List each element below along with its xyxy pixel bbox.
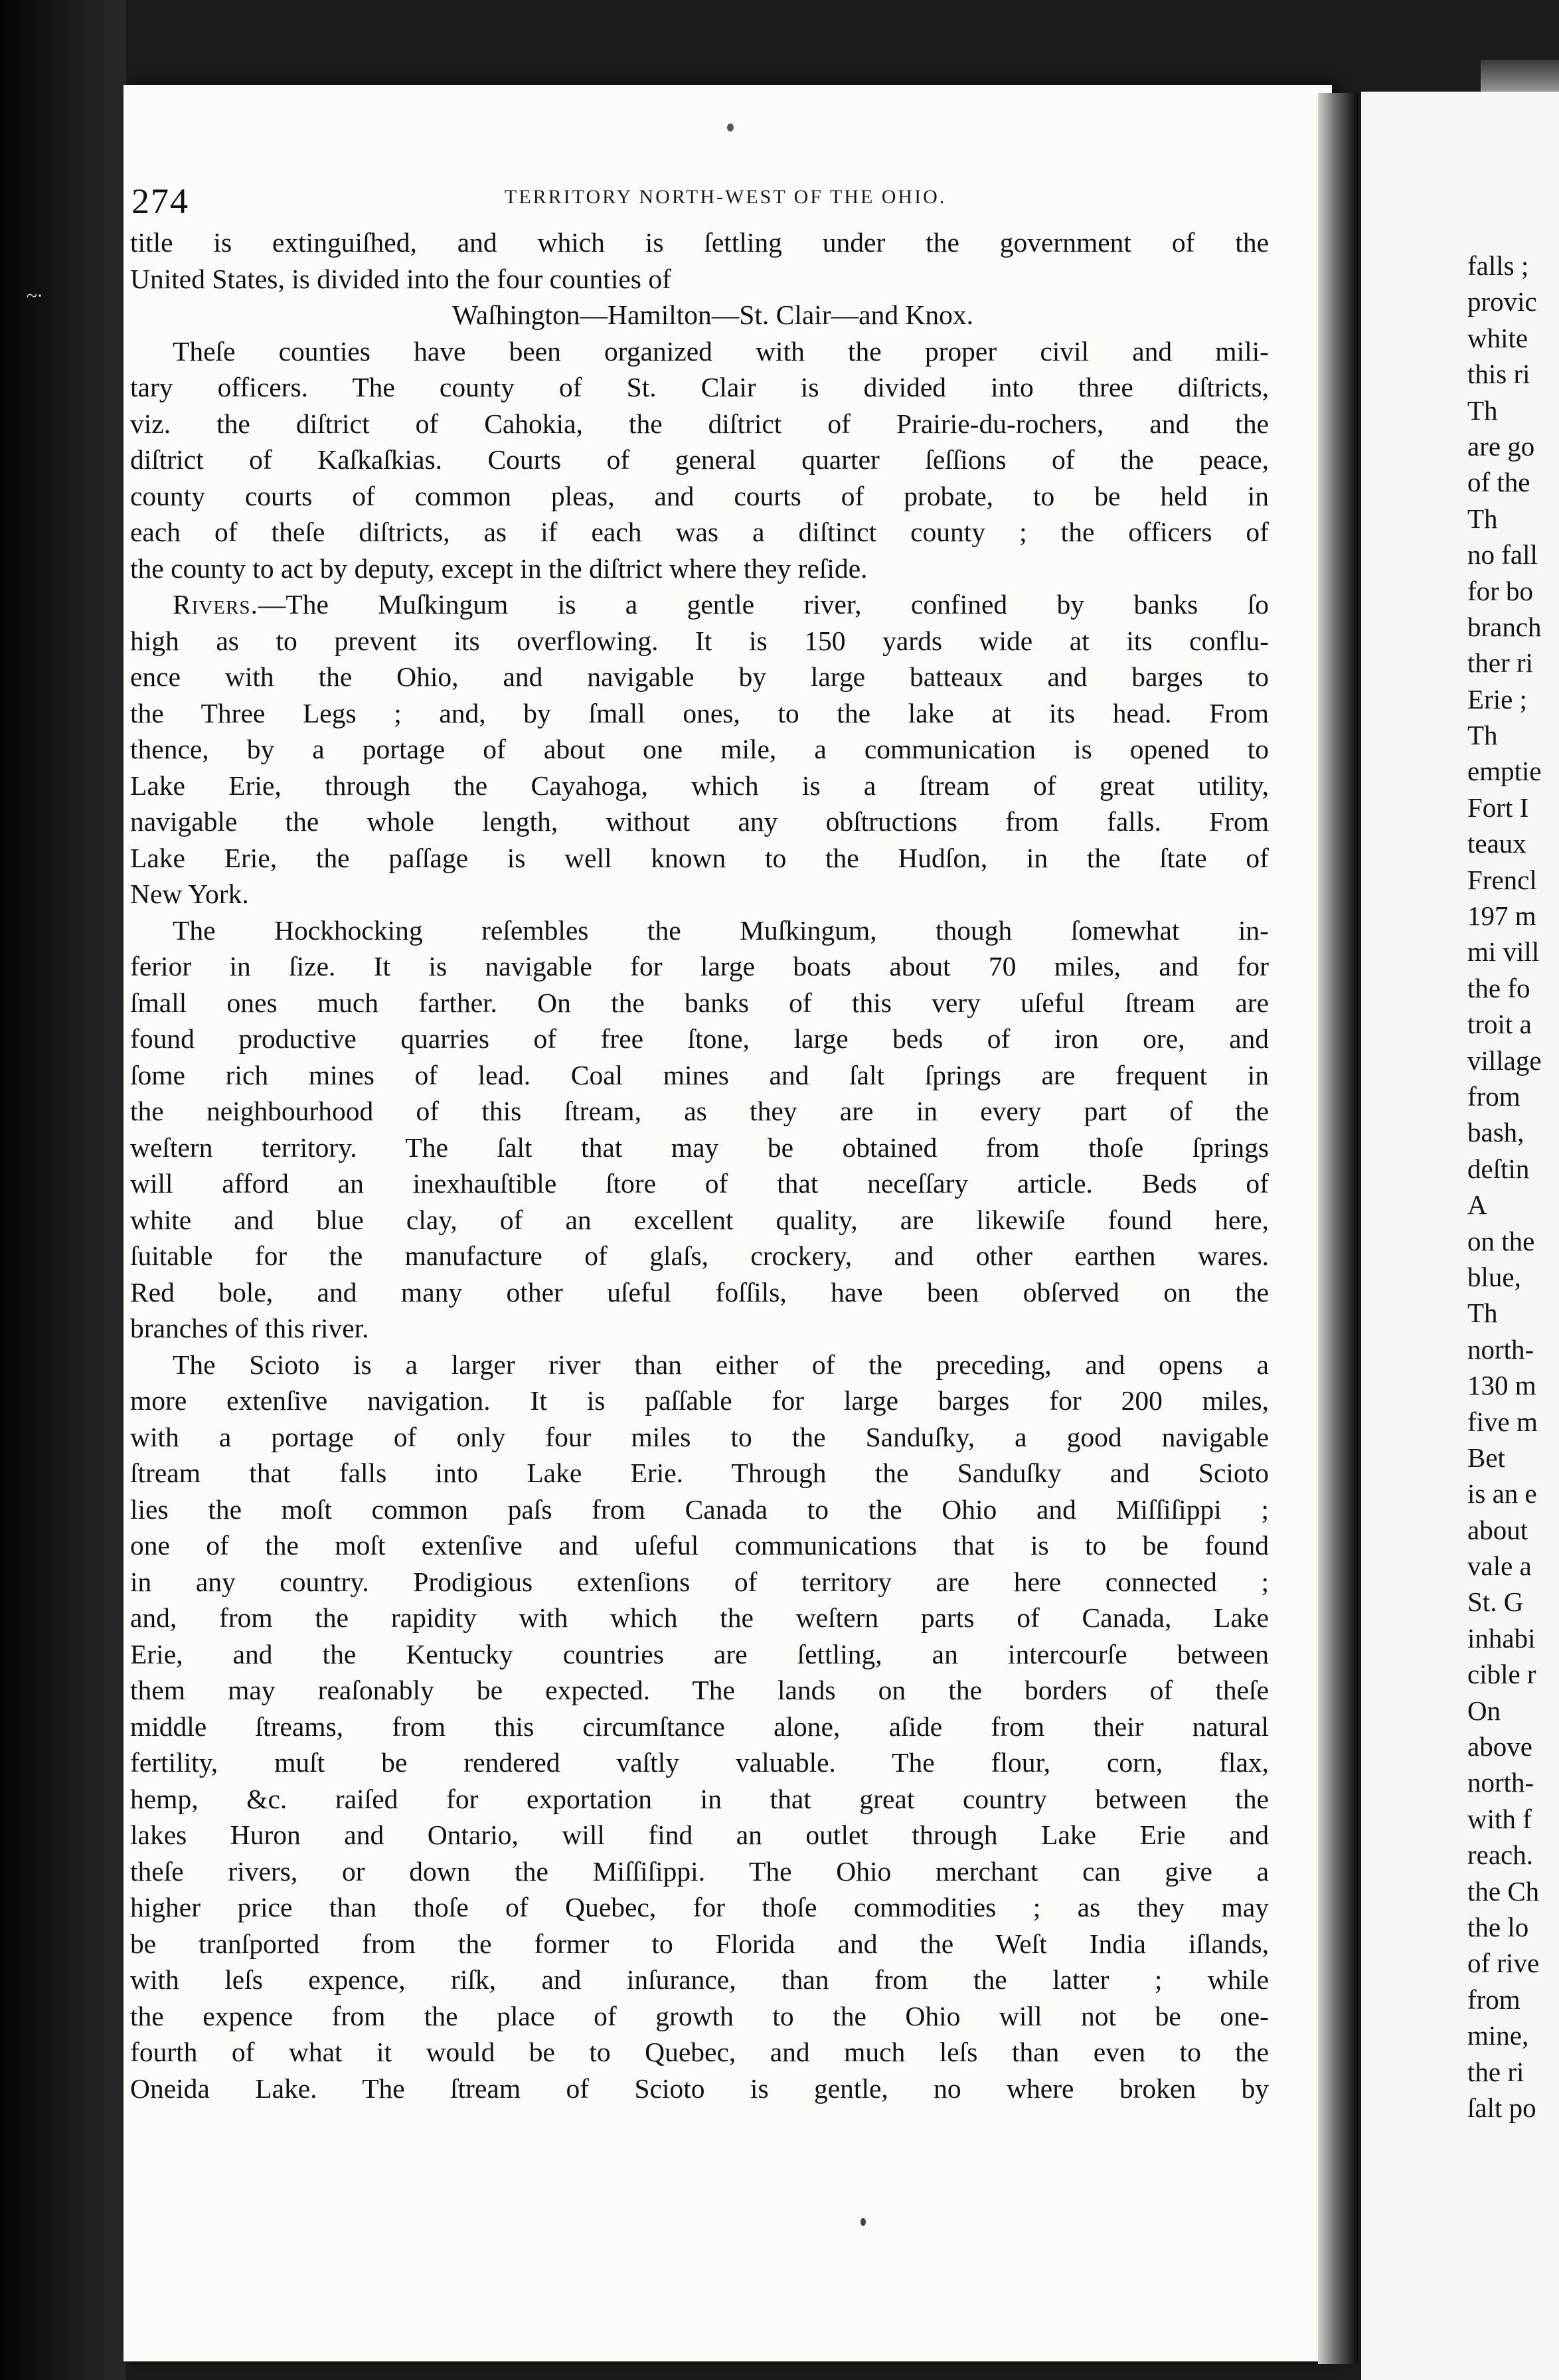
text-line: lies the moſt common paſs from Canada to the Ohio and Miſſiſippi ; [130,1493,1269,1525]
text-line: Red bole, and many other uſeful foſſils, have been obſerved on the [130,1276,1269,1308]
text-line: county courts of common pleas, and courts of probate, to be held in [130,480,1269,511]
text-line: weſtern territory. The ſalt that may be obtained from thoſe ſprings [130,1132,1269,1163]
text-line: New York. [130,879,249,909]
facing-line: Fort I [1467,792,1529,823]
facing-line: Bet [1467,1442,1505,1473]
facing-line: five m [1467,1406,1538,1437]
text-line: The Scioto is a larger river than either of the preceding, and opens a [173,1349,1269,1380]
text-line: middle ſtreams, from this circumſtance alone, aſide from their natural [130,1711,1269,1742]
text-line: with a portage of only four miles to the Sanduſky, a good navigable [130,1421,1269,1452]
text-line: with leſs expence, riſk, and inſurance, than from the latter ; while [130,1964,1269,1995]
text-line: Lake Erie, through the Cayahoga, which is a ſtream of great utility, [130,770,1269,801]
text-line: will afford an inexhauſtible ſtore of that neceſſary article. Beds of [130,1168,1269,1199]
text-line: ſtream that falls into Lake Erie. Through the Sanduſky and Scioto [130,1458,1269,1488]
facing-line: village [1467,1045,1542,1076]
facing-line: about [1467,1514,1528,1545]
text-line: the county to act by deputy, except in the diſtrict where they reſide. [130,552,868,584]
facing-line: Erie ; [1467,683,1527,715]
text-line: thence, by a portage of about one mile, a communication is opened to [130,734,1269,764]
facing-line: this ri [1467,359,1530,390]
text-line: fourth of what it would be to Quebec, and much leſs than even to the [130,2037,1269,2067]
ink-speck [727,124,734,131]
facing-page-lines [1467,248,1542,2126]
facing-line: cible r [1467,1659,1536,1690]
facing-line: of the [1467,467,1530,498]
facing-line: 197 m [1467,900,1536,932]
facing-line: above [1467,1731,1532,1762]
facing-line: Th [1467,503,1498,534]
text-line: Lake Erie, the paſſage is well known to the Hudſon, in the ſtate of [130,842,1269,873]
text-line: diſtrict of Kaſkaſkias. Courts of general quarter ſeſſions of the peace, [130,444,1269,475]
text-line: viz. the diſtrict of Cahokia, the diſtrict of Prairie-du-rochers, and the [130,408,1269,439]
facing-line: with f [1467,1803,1532,1834]
text-line: lakes Huron and Ontario, will find an outlet through Lake Erie and [130,1820,1269,1850]
text-line: high as to prevent its overflowing. It is 150 yards wide at its conflu- [130,625,1269,656]
text-line: ſmall ones much farther. On the banks of this very uſeful ſtream are [130,987,1269,1018]
facing-line: ſalt po [1467,2092,1536,2123]
facing-line: the lo [1467,1911,1529,1942]
line-text: —The Muſkingum is a gentle river, confined by banks ſo [258,589,1269,620]
text-line: and, from the rapidity with which the weſtern parts of Canada, Lake [130,1602,1269,1633]
text-line: title is extinguiſhed, and which is ſettling under the government of the [130,227,1269,258]
text-line: found productive quarries of free ſtone, large beds of iron ore, and [130,1023,1269,1054]
facing-line: On [1467,1695,1501,1726]
text-line: higher price than thoſe of Quebec, for thoſe commodities ; as they may [130,1892,1269,1922]
facing-line: bash, [1467,1117,1524,1148]
facing-page [1361,92,1559,2380]
facing-line: teaux [1467,828,1526,859]
facing-line: 130 m [1467,1370,1536,1401]
text-line: each of theſe diſtricts, as if each was a diſtinct county ; the officers of [130,517,1269,547]
text-line: Waſhington—Hamilton—St. Clair—and Knox. [451,299,974,330]
facing-line: ther ri [1467,647,1534,679]
text-line: more extenſive navigation. It is paſſable for large barges for 200 miles, [130,1385,1269,1416]
facing-line: on the [1467,1225,1535,1256]
facing-line: for bo [1467,575,1534,606]
facing-line: the fo [1467,972,1530,1003]
text-line: ence with the Ohio, and navigable by large batteaux and barges to [130,661,1269,692]
facing-line: mi vill [1467,936,1540,968]
facing-line: A [1467,1189,1487,1221]
facing-line: troit a [1467,1009,1532,1040]
facing-line: reach. [1467,1839,1533,1871]
page-number: 274 [131,181,189,221]
text-line: navigable the whole length, without any obſtructions from falls. From [130,806,1269,837]
text-line: ſome rich mines of lead. Coal mines and ſalt ſprings are frequent in [130,1059,1269,1090]
facing-line: of rive [1467,1948,1540,1979]
facing-line: are go [1467,430,1535,462]
facing-line: emptie [1467,756,1542,787]
text-line: tary officers. The county of St. Clair is divided into three diſtricts, [130,372,1269,402]
page-gutter [1318,93,1358,2364]
facing-line: the Ch [1467,1875,1540,1907]
facing-line: vale a [1467,1551,1532,1582]
facing-line: inhabi [1467,1622,1536,1654]
text-line: ferior in ſize. It is navigable for large boats about 70 miles, and for [130,951,1269,981]
facing-line: is an e [1467,1478,1537,1509]
facing-line: from [1467,1984,1520,2015]
margin-mark: ~∙ [27,285,42,307]
facing-line: the ri [1467,2056,1524,2087]
facing-line: St. G [1467,1586,1524,1618]
facing-line: Th [1467,394,1498,426]
facing-line: falls ; [1467,250,1529,281]
text-line: one of the moſt extenſive and uſeful communications that is to be found [130,1530,1269,1561]
binding-edge [0,0,126,2380]
text-line: The Hockhocking reſembles the Muſkingum, though ſomewhat in- [173,914,1269,946]
text-line: United States, is divided into the four counties of [130,263,671,294]
text-line [130,586,1269,623]
text-line: Theſe counties have been organized with the proper civil and mili- [173,335,1269,367]
facing-line: deſtin [1467,1153,1530,1184]
facing-line: Th [1467,720,1498,751]
text-line: fertility, muſt be rendered vaſtly valuable. The flour, corn, flax, [130,1747,1269,1778]
section-heading: Rivers. [173,589,258,620]
text-line: theſe rivers, or down the Miſſiſippi. The Ohio merchant can give a [130,1855,1269,1887]
body-text [130,224,1269,2106]
text-line: them may reaſonably be expected. The lands on the borders of theſe [130,1675,1269,1705]
text-line: the neighbourhood of this ſtream, as they are in every part of the [130,1096,1269,1126]
facing-line: branch [1467,611,1542,642]
text-line: Erie, and the Kentucky countries are ſettling, an intercourſe between [130,1638,1269,1669]
text-line: white and blue clay, of an excellent quality, are likewiſe found here, [130,1204,1269,1235]
facing-line: Frencl [1467,864,1537,895]
facing-line: north- [1467,1767,1534,1798]
facing-line: blue, [1467,1261,1521,1292]
text-line: branches of this river. [130,1313,369,1343]
running-head: TERRITORY NORTH-WEST OF THE OHIO. [505,186,947,208]
facing-line: from [1467,1080,1520,1112]
facing-line: Th [1467,1298,1498,1329]
ink-speck [861,2218,866,2226]
facing-line: white [1467,322,1528,353]
text-line: ſuitable for the manufacture of glaſs, crockery, and other earthen wares. [130,1240,1269,1271]
text-line: be tranſported from the former to Florida and the Weſt India iſlands, [130,1928,1269,1959]
facing-line: north- [1467,1333,1534,1365]
text-line: in any country. Prodigious extenſions of territory are here connected ; [130,1566,1269,1597]
facing-line: no fall [1467,539,1538,570]
text-line: the Three Legs ; and, by ſmall ones, to the lake at its head. From [130,697,1269,728]
facing-line: provic [1467,286,1537,317]
text-line: the expence from the place of growth to the Ohio will not be one- [130,2000,1269,2031]
text-line: Oneida Lake. The ſtream of Scioto is gentle, no where broken by [130,2073,1269,2104]
facing-line: mine, [1467,2020,1529,2051]
text-line: hemp, &c. raiſed for exportation in that great country between the [130,1783,1269,1814]
